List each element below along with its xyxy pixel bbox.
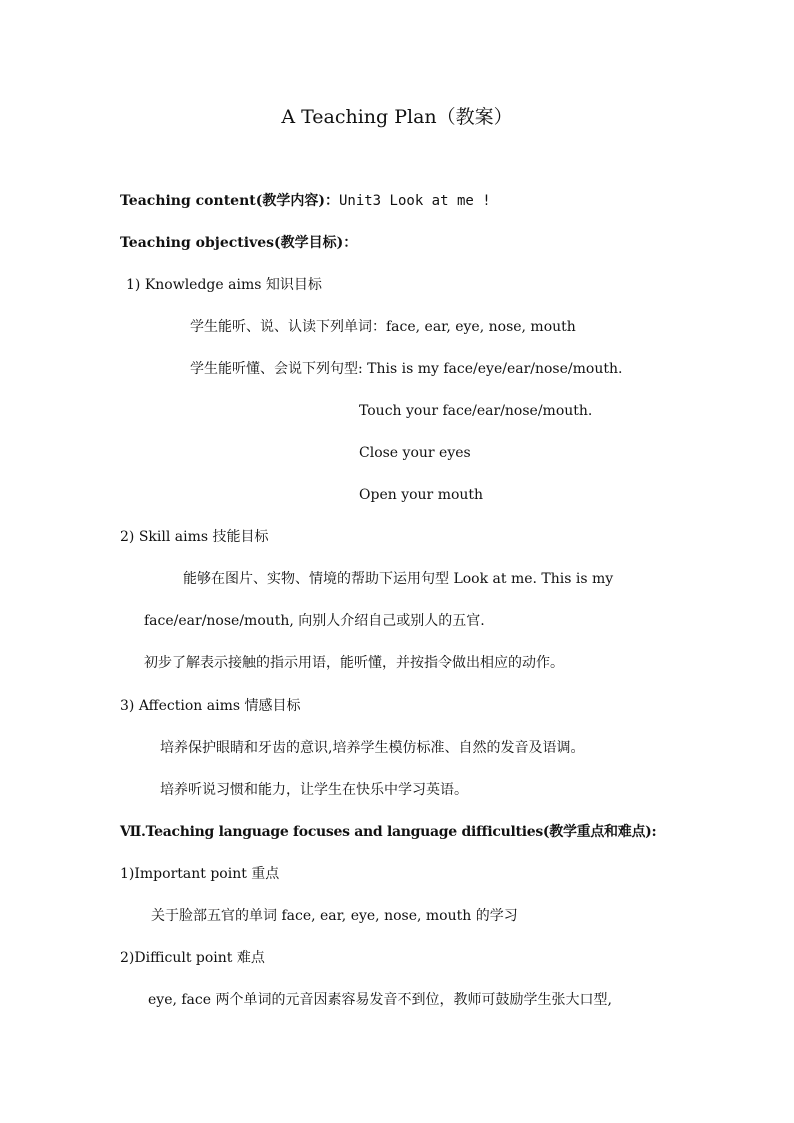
skill-line-2: face/ear/nose/mouth, 向别人介绍自己或别人的五官. [144,613,485,629]
affection-line-1: 培养保护眼睛和牙齿的意识,培养学生模仿标准、自然的发音及语调。 [160,740,585,756]
skill-aims-heading: 2) Skill aims 技能目标 [120,529,269,545]
teaching-content-line [120,192,491,210]
important-point-heading: 1)Important point 重点 [120,866,280,882]
knowledge-aims-heading: 1) Knowledge aims 知识目标 [126,277,322,293]
knowledge-open-line: Open your mouth [359,487,484,503]
knowledge-words-line: 学生能听、说、认读下列单词：face, ear, eye, nose, mouth [190,319,576,335]
affection-aims-heading: 3) Affection aims 情感目标 [120,698,301,714]
skill-line-1: 能够在图片、实物、情境的帮助下运用句型 Look at me. This is my [183,571,614,587]
knowledge-sentence-line: 学生能听懂、会说下列句型: This is my face/eye/ear/nose/mouth. [190,361,623,377]
knowledge-touch-line: Touch your face/ear/nose/mouth. [359,403,593,419]
important-point-line: 关于脸部五官的单词 face, ear, eye, nose, mouth 的学习 [151,908,518,924]
skill-line-3: 初步了解表示接触的指示用语，能听懂，并按指令做出相应的动作。 [144,655,564,671]
difficult-point-line: eye, face 两个单词的元音因素容易发音不到位，教师可鼓励学生张大口型, [148,992,612,1008]
teaching-objectives-label: Teaching objectives(教学目标)： [120,235,358,251]
document-title: A Teaching Plan（教案） [281,106,513,128]
affection-line-2: 培养听说习惯和能力，让学生在快乐中学习英语。 [160,782,468,798]
focuses-heading: Ⅶ.Teaching language focuses and language difficulties(教学重点和难点): [120,824,657,840]
difficult-point-heading: 2)Difficult point 难点 [120,950,265,966]
teaching-content-label: Teaching content(教学内容)： [120,193,339,209]
knowledge-close-line: Close your eyes [359,445,471,461]
teaching-content-value: Unit3 Look at me ! [338,193,491,209]
